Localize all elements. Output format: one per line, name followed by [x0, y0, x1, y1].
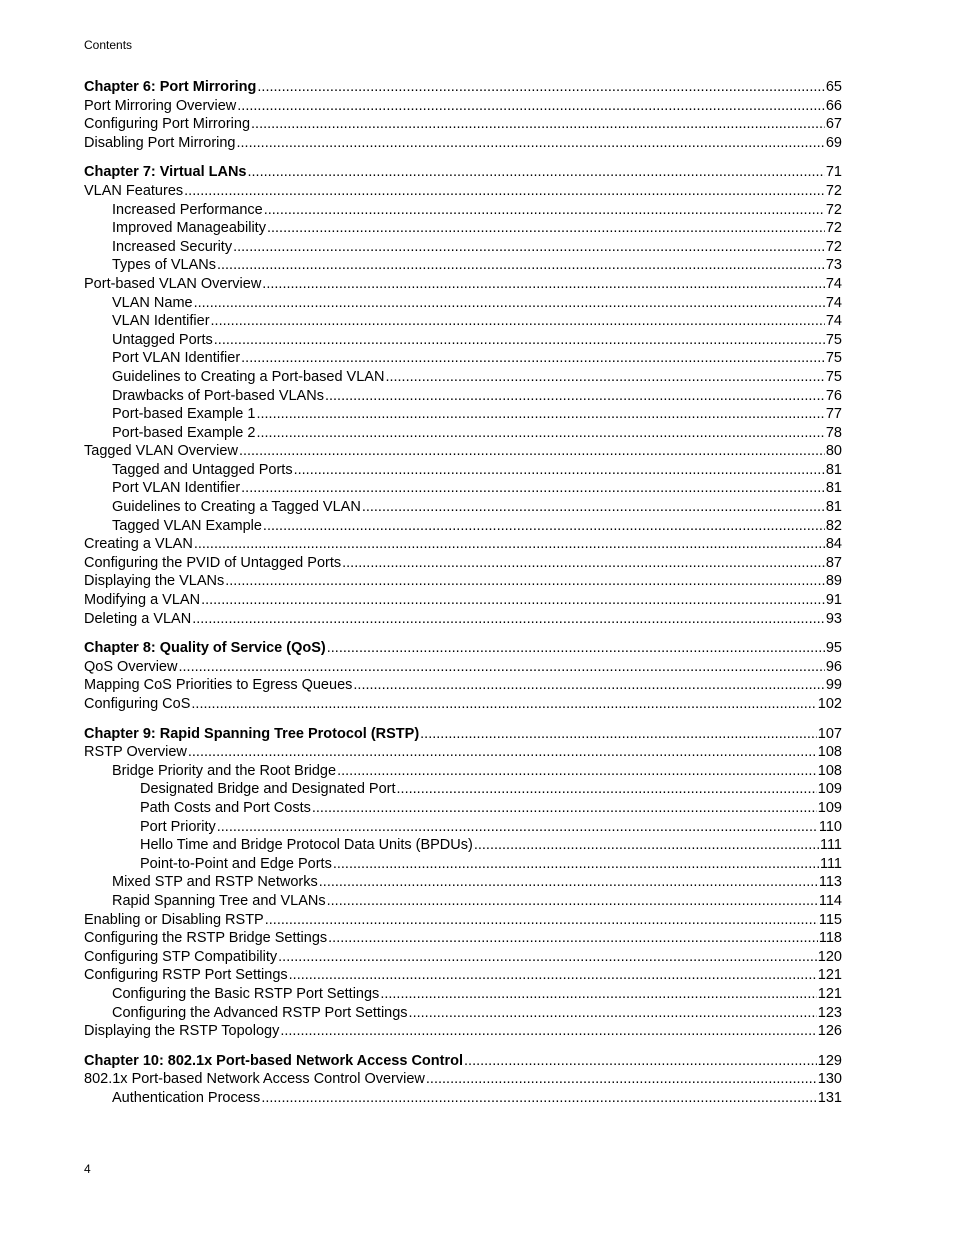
toc-entry-title: Authentication Process — [112, 1089, 261, 1106]
toc-entry-title: Port Mirroring Overview — [84, 97, 237, 114]
toc-entry[interactable] — [84, 743, 842, 762]
running-head: Contents — [84, 38, 133, 52]
dot-leader — [380, 985, 816, 1004]
toc-entry-page: 93 — [825, 610, 842, 627]
toc-entry[interactable] — [84, 312, 842, 331]
toc-entry-title: Bridge Priority and the Root Bridge — [112, 762, 337, 779]
toc-entry-title: Configuring STP Compatibility — [84, 948, 278, 965]
toc-entry-title: Port-based Example 1 — [112, 406, 256, 423]
dot-leader — [262, 275, 825, 294]
dot-leader — [201, 591, 825, 610]
toc-entry-title: Types of VLANs — [112, 257, 216, 274]
dot-leader — [239, 442, 825, 461]
toc-entry-page: 69 — [825, 134, 842, 151]
toc-entry-title: Chapter 6: Port Mirroring — [84, 79, 257, 95]
toc-entry-page: 121 — [817, 967, 842, 984]
toc-entry-title: Increased Performance — [112, 201, 263, 218]
dot-leader — [184, 182, 825, 201]
toc-entry[interactable] — [84, 115, 842, 134]
toc-entry-title: Configuring the PVID of Untagged Ports — [84, 554, 342, 571]
toc-entry[interactable] — [84, 1089, 842, 1108]
toc-entry-title: Configuring the Basic RSTP Port Settings — [112, 985, 380, 1002]
toc-chapter-entry[interactable] — [84, 1052, 842, 1071]
toc-entry-page: 95 — [825, 640, 842, 657]
toc-entry-page: 74 — [825, 275, 842, 292]
toc-entry-page: 91 — [825, 592, 842, 609]
toc-entry[interactable] — [84, 517, 842, 536]
toc-entry-page: 84 — [825, 536, 842, 553]
dot-leader — [353, 676, 824, 695]
page-number: 4 — [84, 1162, 91, 1176]
toc-entry-title: Port VLAN Identifier — [112, 480, 241, 497]
toc-entry-page: 120 — [817, 948, 842, 965]
toc-entry-page: 65 — [825, 79, 842, 95]
toc-entry-title: RSTP Overview — [84, 744, 187, 761]
dot-leader — [248, 163, 825, 182]
dot-leader — [233, 238, 825, 257]
toc-entry-title: Port-based Example 2 — [112, 424, 256, 441]
toc-entry-page: 96 — [825, 658, 842, 675]
dot-leader — [267, 219, 825, 238]
toc-entry[interactable] — [84, 294, 842, 313]
toc-entry[interactable] — [84, 985, 842, 1004]
toc-entry[interactable] — [84, 818, 842, 837]
toc-entry-page: 75 — [825, 350, 842, 367]
toc-entry-title: Configuring CoS — [84, 696, 191, 712]
dot-leader — [278, 948, 817, 967]
toc-entry-title: Port Priority — [140, 818, 216, 835]
dot-leader — [328, 929, 818, 948]
toc-entry[interactable] — [84, 387, 842, 406]
toc-entry[interactable] — [84, 911, 842, 930]
toc-entry[interactable] — [84, 331, 842, 350]
toc-entry-page: 111 — [819, 855, 842, 872]
dot-leader — [194, 294, 825, 313]
toc-entry[interactable] — [84, 676, 842, 695]
toc-entry-title: Tagged VLAN Example — [112, 517, 262, 534]
toc-entry-page: 75 — [825, 368, 842, 385]
toc-entry-title: 802.1x Port-based Network Access Control Overview — [84, 1071, 425, 1088]
dot-leader — [264, 201, 825, 220]
toc-entry[interactable] — [84, 1070, 842, 1089]
dot-leader — [327, 639, 825, 658]
toc-entry[interactable] — [84, 201, 842, 220]
toc-chapter-entry[interactable] — [84, 725, 842, 744]
dot-leader — [211, 312, 825, 331]
dot-leader — [192, 610, 825, 629]
toc-chapter-entry[interactable] — [84, 163, 842, 182]
dot-leader — [237, 134, 825, 153]
toc-entry-title: Configuring the Advanced RSTP Port Settings — [112, 1004, 408, 1021]
dot-leader — [256, 424, 824, 443]
dot-leader — [420, 725, 817, 744]
toc-entry-title: Path Costs and Port Costs — [140, 799, 311, 816]
toc-entry-page: 113 — [818, 874, 842, 891]
toc-entry-title: Port VLAN Identifier — [112, 350, 241, 367]
toc-entry[interactable] — [84, 780, 842, 799]
toc-entry-title: Chapter 7: Virtual LANs — [84, 164, 247, 181]
toc-entry[interactable] — [84, 948, 842, 967]
toc-entry[interactable] — [84, 182, 842, 201]
dot-leader — [251, 115, 825, 134]
toc-entry-title: Tagged and Untagged Ports — [112, 461, 293, 478]
toc-entry-title: Point-to-Point and Edge Ports — [140, 855, 332, 872]
toc-entry[interactable] — [84, 658, 842, 677]
toc-entry-page: 110 — [818, 818, 842, 835]
toc-entry-page: 115 — [818, 911, 842, 928]
toc-entry-page: 81 — [825, 480, 842, 497]
dot-leader — [194, 535, 825, 554]
toc-entry-page: 87 — [825, 554, 842, 571]
toc-entry-title: Improved Manageability — [112, 220, 266, 237]
toc-entry[interactable] — [84, 535, 842, 554]
toc-entry[interactable] — [84, 134, 842, 153]
toc-entry[interactable] — [84, 498, 842, 517]
dot-leader — [214, 331, 825, 350]
dot-leader — [217, 256, 825, 275]
dot-leader — [325, 387, 825, 406]
dot-leader — [241, 479, 825, 498]
dot-leader — [319, 873, 818, 892]
dot-leader — [397, 780, 817, 799]
toc-entry-title: Deleting a VLAN — [84, 610, 192, 627]
toc-entry-page: 118 — [818, 930, 842, 947]
toc-entry-page: 81 — [825, 499, 842, 516]
dot-leader — [241, 349, 825, 368]
toc-entry-title: Increased Security — [112, 238, 233, 255]
toc-entry-title: Rapid Spanning Tree and VLANs — [112, 892, 326, 909]
toc-entry-page: 126 — [817, 1023, 842, 1040]
toc-entry-title: QoS Overview — [84, 658, 178, 675]
dot-leader — [217, 818, 818, 837]
toc-chapter-entry[interactable] — [84, 639, 842, 658]
toc-entry-page: 102 — [817, 696, 842, 712]
toc-entry-page: 74 — [825, 313, 842, 330]
toc-chapter-entry[interactable] — [84, 78, 842, 97]
toc-entry[interactable] — [84, 892, 842, 911]
toc-entry[interactable] — [84, 405, 842, 424]
toc-entry[interactable] — [84, 929, 842, 948]
toc-entry-page: 74 — [825, 294, 842, 311]
toc-entry-title: Guidelines to Creating a Port-based VLAN — [112, 368, 385, 385]
toc-entry-title: Designated Bridge and Designated Port — [140, 781, 396, 798]
toc-entry-page: 108 — [817, 762, 842, 779]
toc-entry-page: 78 — [825, 424, 842, 441]
toc-entry-page: 89 — [825, 573, 842, 590]
dot-leader — [256, 405, 824, 424]
toc-entry-page: 72 — [825, 238, 842, 255]
toc-entry[interactable] — [84, 554, 842, 573]
toc-entry-page: 109 — [817, 781, 842, 798]
dot-leader — [312, 799, 817, 818]
toc-entry[interactable] — [84, 97, 842, 116]
toc-entry[interactable] — [84, 855, 842, 874]
toc-entry-page: 72 — [825, 201, 842, 218]
dot-leader — [280, 1022, 816, 1041]
toc-entry-page: 111 — [819, 837, 842, 854]
toc-entry-page: 108 — [817, 744, 842, 761]
toc-entry-page: 131 — [817, 1089, 842, 1106]
dot-leader — [385, 368, 824, 387]
toc-entry[interactable] — [84, 219, 842, 238]
toc-entry-title: Drawbacks of Port-based VLANs — [112, 387, 324, 404]
toc-entry-page: 77 — [825, 406, 842, 423]
dot-leader — [261, 1089, 816, 1108]
dot-leader — [257, 78, 824, 97]
toc-entry-page: 75 — [825, 331, 842, 348]
toc-entry-page: 99 — [825, 677, 842, 694]
toc-entry[interactable] — [84, 349, 842, 368]
dot-leader — [294, 461, 825, 480]
toc-entry-title: Modifying a VLAN — [84, 592, 201, 609]
toc-entry-page: 73 — [825, 257, 842, 274]
toc-entry-page: 76 — [825, 387, 842, 404]
dot-leader — [426, 1070, 817, 1089]
table-of-contents — [84, 78, 842, 1107]
toc-entry-title: Mapping CoS Priorities to Egress Queues — [84, 677, 353, 694]
dot-leader — [265, 911, 818, 930]
toc-entry[interactable] — [84, 461, 842, 480]
dot-leader — [464, 1052, 817, 1071]
toc-entry[interactable] — [84, 873, 842, 892]
toc-entry[interactable] — [84, 368, 842, 387]
toc-entry-title: Disabling Port Mirroring — [84, 134, 236, 151]
toc-entry-title: Guidelines to Creating a Tagged VLAN — [112, 499, 361, 516]
toc-entry[interactable] — [84, 591, 842, 610]
toc-entry-title: Configuring Port Mirroring — [84, 116, 251, 133]
toc-entry[interactable] — [84, 762, 842, 781]
toc-entry-page: 107 — [817, 725, 842, 742]
dot-leader — [225, 572, 825, 591]
toc-entry-title: Displaying the VLANs — [84, 573, 225, 590]
toc-entry-title: Mixed STP and RSTP Networks — [112, 874, 318, 891]
toc-entry-title: Untagged Ports — [112, 331, 213, 348]
dot-leader — [237, 97, 825, 116]
toc-entry[interactable] — [84, 572, 842, 591]
dot-leader — [333, 855, 819, 874]
toc-entry[interactable] — [84, 966, 842, 985]
toc-entry-page: 130 — [817, 1071, 842, 1088]
toc-entry-title: Hello Time and Bridge Protocol Data Units (BPDUs) — [140, 837, 473, 854]
toc-entry-page: 71 — [825, 164, 842, 181]
toc-entry-title: Configuring RSTP Port Settings — [84, 967, 288, 984]
dot-leader — [409, 1004, 817, 1023]
toc-entry[interactable] — [84, 836, 842, 855]
toc-entry-title: Chapter 8: Quality of Service (QoS) — [84, 640, 326, 657]
dot-leader — [263, 517, 825, 536]
toc-entry[interactable] — [84, 1004, 842, 1023]
toc-entry-page: 114 — [818, 892, 842, 909]
toc-entry-page: 81 — [825, 461, 842, 478]
toc-entry-title: Tagged VLAN Overview — [84, 443, 238, 460]
toc-entry[interactable] — [84, 256, 842, 275]
toc-entry-title: VLAN Name — [112, 294, 193, 311]
toc-entry-title: Chapter 10: 802.1x Port-based Network Access Control — [84, 1052, 464, 1069]
toc-entry-page: 129 — [817, 1052, 842, 1069]
toc-entry[interactable] — [84, 799, 842, 818]
dot-leader — [289, 966, 817, 985]
toc-entry-title: Chapter 9: Rapid Spanning Tree Protocol (RSTP) — [84, 725, 420, 742]
toc-entry-title: Port-based VLAN Overview — [84, 275, 262, 292]
toc-entry-page: 66 — [825, 97, 842, 114]
toc-entry-title: Configuring the RSTP Bridge Settings — [84, 930, 328, 947]
dot-leader — [327, 892, 818, 911]
toc-entry[interactable] — [84, 695, 842, 714]
toc-entry-page: 67 — [825, 116, 842, 133]
toc-entry-title: Creating a VLAN — [84, 536, 193, 553]
dot-leader — [342, 554, 825, 573]
toc-entry-page: 80 — [825, 443, 842, 460]
toc-entry[interactable] — [84, 610, 842, 629]
toc-entry[interactable] — [84, 442, 842, 461]
dot-leader — [337, 762, 817, 781]
toc-entry[interactable] — [84, 424, 842, 443]
toc-entry-title: VLAN Identifier — [112, 313, 210, 330]
toc-entry-page: 72 — [825, 182, 842, 199]
dot-leader — [178, 658, 824, 677]
dot-leader — [191, 695, 816, 714]
dot-leader — [474, 836, 819, 855]
dot-leader — [188, 743, 817, 762]
toc-entry-title: Displaying the RSTP Topology — [84, 1023, 280, 1040]
toc-entry-page: 82 — [825, 517, 842, 534]
toc-entry-title: Enabling or Disabling RSTP — [84, 911, 264, 928]
toc-entry-title: VLAN Features — [84, 182, 184, 199]
dot-leader — [362, 498, 825, 517]
toc-entry[interactable] — [84, 1022, 842, 1041]
toc-entry[interactable] — [84, 479, 842, 498]
toc-entry-page: 109 — [817, 799, 842, 816]
toc-entry-page: 121 — [817, 985, 842, 1002]
toc-entry[interactable] — [84, 238, 842, 257]
toc-entry[interactable] — [84, 275, 842, 294]
toc-entry-page: 72 — [825, 220, 842, 237]
toc-entry-page: 123 — [817, 1004, 842, 1021]
